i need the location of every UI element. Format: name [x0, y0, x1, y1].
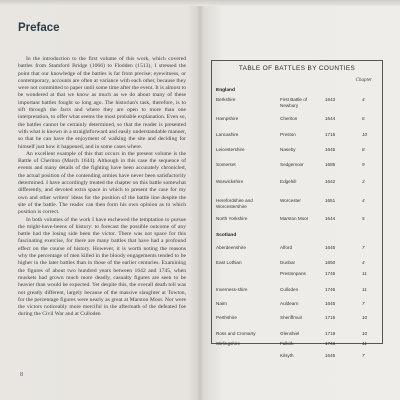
battle-cell: Kilsyth: [280, 353, 294, 358]
county-cell: Stirlingshire: [216, 341, 240, 346]
chapter-cell: 5: [362, 216, 365, 221]
year-cell: 1644: [325, 216, 336, 221]
year-cell: 1644: [325, 116, 336, 121]
chapter-cell: 11: [362, 287, 367, 292]
right-page: [205, 55, 385, 385]
chapter-cell: 10: [362, 132, 368, 137]
battles-table: [211, 60, 383, 358]
battle-cell: Dunbar: [280, 260, 296, 265]
paragraph: In the introduction to the first volume of this work, which covered battles from Stamford Bridge (1066) to Flodden (1513), I stressed the point that our knowledge of the battles is far from precise; eyewitness, or contemporary, accounts are often at variance with each other, because they were not committed to paper until some time after the event. It is almost to be wondered at that we know as much as we do about many of these important battles fought so long ago. The historian's task, therefore, is to sift through the facts and where they are open to more than one interpretation, to offer what seems the most probable explanation. Even so, the battles cannot be certainly determined, so that the reader is presented with what is known in a straightforward and easily understandable manner, so that he can have the enjoyment of walking the site and deciding for himself just how it happened, and in some cases where.: [18, 56, 187, 150]
table-row: [212, 132, 382, 140]
paragraph: An excellent example of this that occurs in the present volume is the Battle of Cheriton (March 1644). Although in this case the sequence of events and many details of the fighting have been accurately chronicled, the actual position of the contending armies have never been satisfactorily determined. I have accordingly treated the chapter on this battle somewhat differently, and devoted extra space in which to present the case for my own and other writers' ideas for the position of the battle line despite the site of the battle. The reader can then form his own opinion as to which position is correct.: [18, 150, 186, 216]
chapter-cell: 3: [362, 179, 365, 184]
table-row: [212, 216, 382, 224]
chapter-cell: 8: [362, 147, 365, 152]
battle-cell: Sedgemoor: [280, 162, 304, 167]
county-cell: Aberdeenshire: [216, 245, 246, 250]
table-row: [212, 301, 382, 309]
year-cell: 1645: [325, 245, 336, 250]
chapter-cell: 11: [362, 341, 367, 346]
page-top-shadow: [0, 0, 400, 6]
chapter-cell: 7: [362, 245, 365, 250]
table-row: [212, 271, 382, 279]
battle-cell: Marston Moor: [280, 216, 309, 221]
table-row: [212, 353, 382, 361]
chapter-cell: 9: [362, 162, 365, 167]
paragraph: In both volumes of the work I have eschewed the temptation to pursue the might-have-beens of history: to forecast the possible outcome of any battle had the losing side been the victor. There was not space for this fascinating exercise, for there are many battles that have had a profound effect on the course of history. However, it is worth noting the reasons why the percentage of men killed in the bloody engagements tended to be higher in the later battles than in those of the earlier centuries. Examining the figures of about two hundred years between 1642 and 1745, when muskets had grown much more deadly, casualty figures are seen to be heavier than would be expected. Yet despite this, the overall death toll was not greatly different, largely because of the massive slaughter at Towton, for the percentage figures were nearly as great at Marston Moor. Nor were the victors noticeably more merciful in the aftermath of the defeated foe during the Civil War and at Culloden: [18, 216, 186, 318]
county-cell: Warwickshire: [216, 179, 244, 184]
battle-cell: Glenshiel: [280, 331, 300, 336]
chapter-cell: 6: [362, 116, 365, 121]
page-title: Preface: [18, 22, 60, 34]
year-cell: 1645: [325, 353, 336, 358]
battle-cell: Cheriton: [280, 116, 298, 121]
table-row: [212, 147, 382, 155]
battle-cell: Alford: [280, 245, 293, 250]
county-cell: Herefordshire and Worcestershire: [216, 198, 253, 209]
battle-cell: Prestonpans: [280, 271, 306, 276]
county-cell: Somerset: [216, 162, 236, 167]
left-page: [14, 22, 186, 392]
year-cell: 1685: [325, 162, 336, 167]
battle-cell: First Battle of Newbury: [280, 97, 308, 108]
county-cell: East Lothian: [216, 260, 242, 265]
county-cell: Nairn: [216, 301, 227, 306]
year-cell: 1645: [325, 147, 336, 152]
chapter-cell: 4: [362, 260, 365, 265]
table-row: [212, 198, 382, 209]
battle-cell: Sheriffmuir: [280, 315, 303, 320]
year-cell: 1715: [325, 315, 336, 320]
table-row: [212, 315, 382, 323]
county-cell: Ross and Cromarty: [216, 331, 256, 336]
region-heading: Scotland: [216, 233, 237, 238]
region-heading: England: [216, 88, 235, 93]
county-cell: Leicestershire: [216, 147, 245, 152]
table-row: [212, 287, 382, 295]
chapter-cell: 4: [362, 198, 365, 203]
table-row: [212, 116, 382, 124]
county-cell: Inverness-shire: [216, 287, 248, 292]
county-cell: Perthshire: [216, 315, 237, 320]
battle-cell: Falkirk: [280, 341, 294, 346]
table-row: [212, 341, 382, 349]
year-cell: 1746: [325, 341, 336, 346]
chapter-cell: 10: [362, 315, 368, 320]
year-cell: 1643: [325, 97, 336, 102]
battle-cell: Worcester: [280, 198, 301, 203]
chapter-cell: 11: [362, 271, 367, 276]
year-cell: 1746: [325, 287, 336, 292]
county-cell: Hampshire: [216, 116, 239, 121]
chapter-cell: 7: [362, 353, 365, 358]
chapter-cell: 7: [362, 301, 365, 306]
county-cell: North Yorkshire: [216, 216, 248, 221]
battle-cell: Auldearn: [280, 301, 299, 306]
battle-cell: Edgehill: [280, 179, 297, 184]
county-cell: Lancashire: [216, 132, 239, 137]
table-row: [212, 260, 382, 268]
battle-cell: Preston: [280, 132, 296, 137]
table-row: [212, 97, 382, 108]
chapter-column-header: Chapter: [355, 78, 372, 83]
year-cell: 1650: [325, 260, 336, 265]
table-row: [212, 179, 382, 187]
year-cell: 1645: [325, 301, 336, 306]
table-row: [212, 331, 382, 339]
year-cell: 1642: [325, 179, 336, 184]
battle-cell: Culloden: [280, 287, 299, 292]
year-cell: 1719: [325, 331, 336, 336]
year-cell: 1715: [325, 132, 336, 137]
chapter-cell: 4: [362, 97, 365, 102]
table-row: [212, 162, 382, 170]
chapter-cell: 10: [362, 331, 368, 336]
year-cell: 1651: [325, 198, 336, 203]
table-title: TABLE OF BATTLES BY COUNTIES: [238, 65, 356, 72]
county-cell: Berkshire: [216, 97, 236, 102]
year-cell: 1745: [325, 271, 336, 276]
battle-cell: Naseby: [280, 147, 296, 152]
page-number: 8: [20, 372, 23, 378]
table-row: [212, 245, 382, 253]
